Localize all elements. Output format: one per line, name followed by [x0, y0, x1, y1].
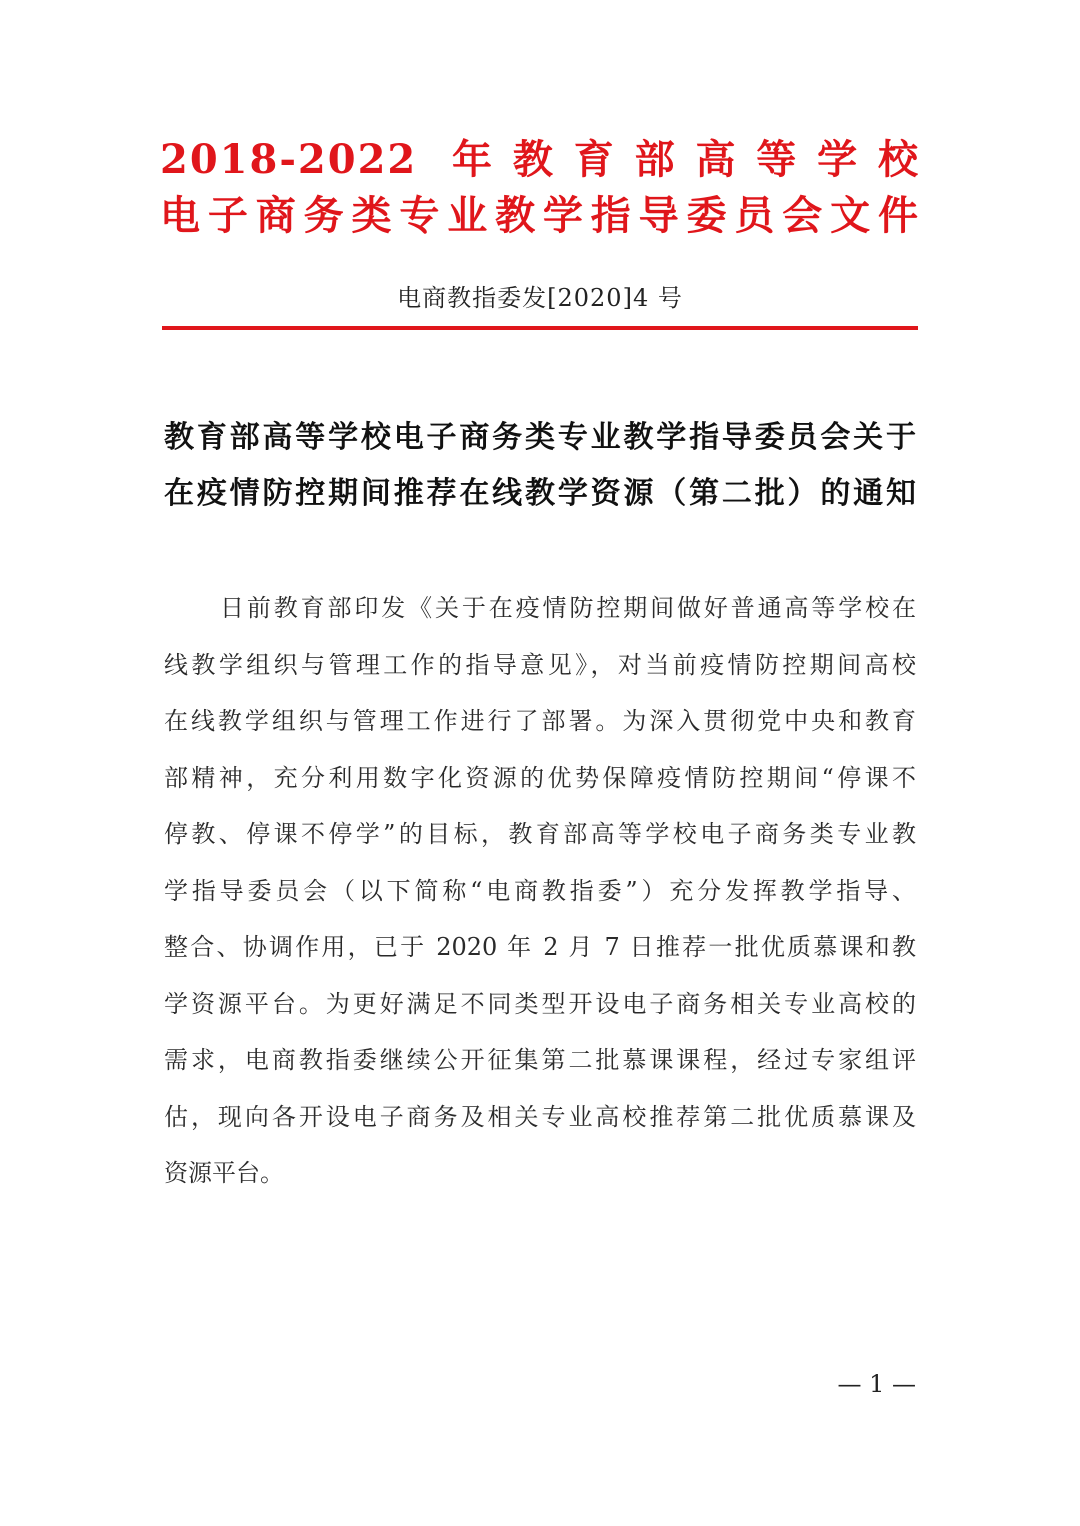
notice-title-line-1: 教育部高等学校电子商务类专业教学指导委员会关于 — [164, 420, 916, 455]
body-line: 资源平台。 — [164, 1159, 284, 1187]
header-title-line-2: 电子商务类专业教学指导委员会文件 — [160, 192, 920, 239]
body-line: 学资源平台。为更好满足不同类型开设电子商务相关专业高校的 — [164, 989, 916, 1018]
body-paragraph — [164, 580, 916, 1202]
red-divider-line — [162, 326, 918, 330]
notice-title-line-2: 在疫情防控期间推荐在线教学资源（第二批）的通知 — [164, 476, 916, 511]
body-line: 停教、停课不停学”的目标，教育部高等学校电子商务类专业教 — [164, 820, 916, 848]
body-line: 整合、协调作用，已于 2020 年 2 月 7 日推荐一批优质慕课和教 — [164, 933, 916, 961]
body-line: 学指导委员会（以下简称“电商教指委”）充分发挥教学指导、 — [164, 876, 916, 905]
page-number: — 1 — — [837, 1370, 916, 1398]
body-line: 线教学组织与管理工作的指导意见》，对当前疫情防控期间高校 — [164, 650, 916, 679]
body-line: 需求，电商教指委继续公开征集第二批慕课课程，经过专家组评 — [164, 1046, 916, 1074]
header-title-line-1: 2018-2022 年教育部高等学校 — [160, 136, 920, 183]
body-line: 部精神，充分利用数字化资源的优势保障疫情防控期间“停课不 — [164, 763, 916, 792]
body-line: 日前教育部印发《关于在疫情防控期间做好普通高等学校在 — [220, 594, 916, 622]
document-number: 电商教指委发[2020]4 号 — [397, 284, 683, 312]
body-line: 估，现向各开设电子商务及相关专业高校推荐第二批优质慕课及 — [164, 1102, 916, 1131]
body-line: 在线教学组织与管理工作进行了部署。为深入贯彻党中央和教育 — [164, 707, 916, 735]
